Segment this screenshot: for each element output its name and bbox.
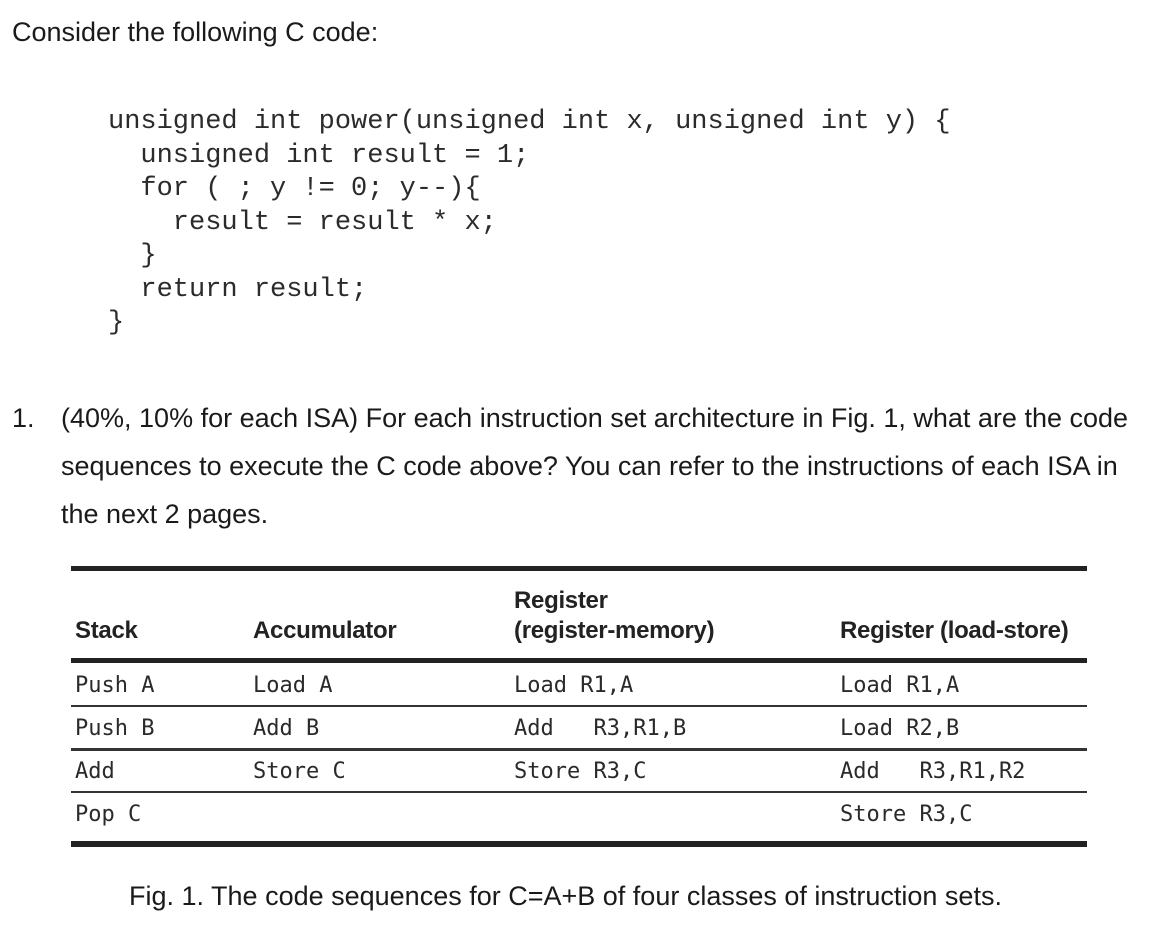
table-cell: Push B bbox=[75, 716, 155, 741]
code-line: unsigned int power(unsigned int x, unsigned int y) { bbox=[108, 107, 951, 137]
table-cell: Store R3,C bbox=[514, 759, 647, 784]
code-line: result = result * x; bbox=[108, 207, 497, 238]
table-cell: Add B bbox=[253, 716, 320, 741]
table-cell: Add R3,R1,R2 bbox=[840, 759, 1026, 784]
table-cell: Pop C bbox=[75, 802, 142, 827]
header-register-memory: Register (register-memory) bbox=[514, 587, 715, 644]
table-top-rule bbox=[71, 566, 1087, 571]
row-divider bbox=[71, 748, 1087, 751]
question-text: (40%, 10% for each ISA) For each instruction set architecture in Fig. 1, what are the code sequences to execute the C code above? You can refer to the instructions of each ISA in the next 2 pages. bbox=[61, 403, 1129, 529]
table-bottom-rule bbox=[71, 841, 1087, 847]
table-cell: Load R2,B bbox=[840, 716, 960, 741]
table-cell: Load R1,A bbox=[840, 673, 960, 698]
header-rule bbox=[71, 658, 1087, 663]
table-cell: Store R3,C bbox=[840, 802, 973, 827]
table-cell: Push A bbox=[75, 673, 155, 698]
row-divider bbox=[71, 705, 1087, 707]
figure-caption: Fig. 1. The code sequences for C=A+B of four classes of instruction sets. bbox=[129, 881, 1002, 911]
table-cell: Add R3,R1,B bbox=[514, 716, 687, 741]
code-block bbox=[108, 106, 951, 341]
table-cell: Add bbox=[75, 759, 115, 784]
header-load-store: Register (load-store) bbox=[840, 617, 1069, 644]
question-1 bbox=[12, 394, 1132, 538]
header-accumulator: Accumulator bbox=[253, 617, 397, 644]
table-cell: Store C bbox=[253, 759, 346, 784]
table-cell: Load R1,A bbox=[514, 673, 634, 698]
header-stack: Stack bbox=[75, 617, 138, 644]
code-line: } bbox=[108, 241, 157, 271]
intro-text: Consider the following C code: bbox=[12, 17, 379, 47]
code-line: return result; bbox=[108, 274, 368, 305]
row-divider bbox=[71, 791, 1087, 793]
question-number: 1. bbox=[12, 403, 35, 433]
code-line: for ( ; y != 0; y--){ bbox=[108, 174, 481, 204]
table-cell: Load A bbox=[253, 673, 333, 698]
code-line: } bbox=[108, 308, 125, 338]
code-line: unsigned int result = 1; bbox=[108, 140, 530, 171]
